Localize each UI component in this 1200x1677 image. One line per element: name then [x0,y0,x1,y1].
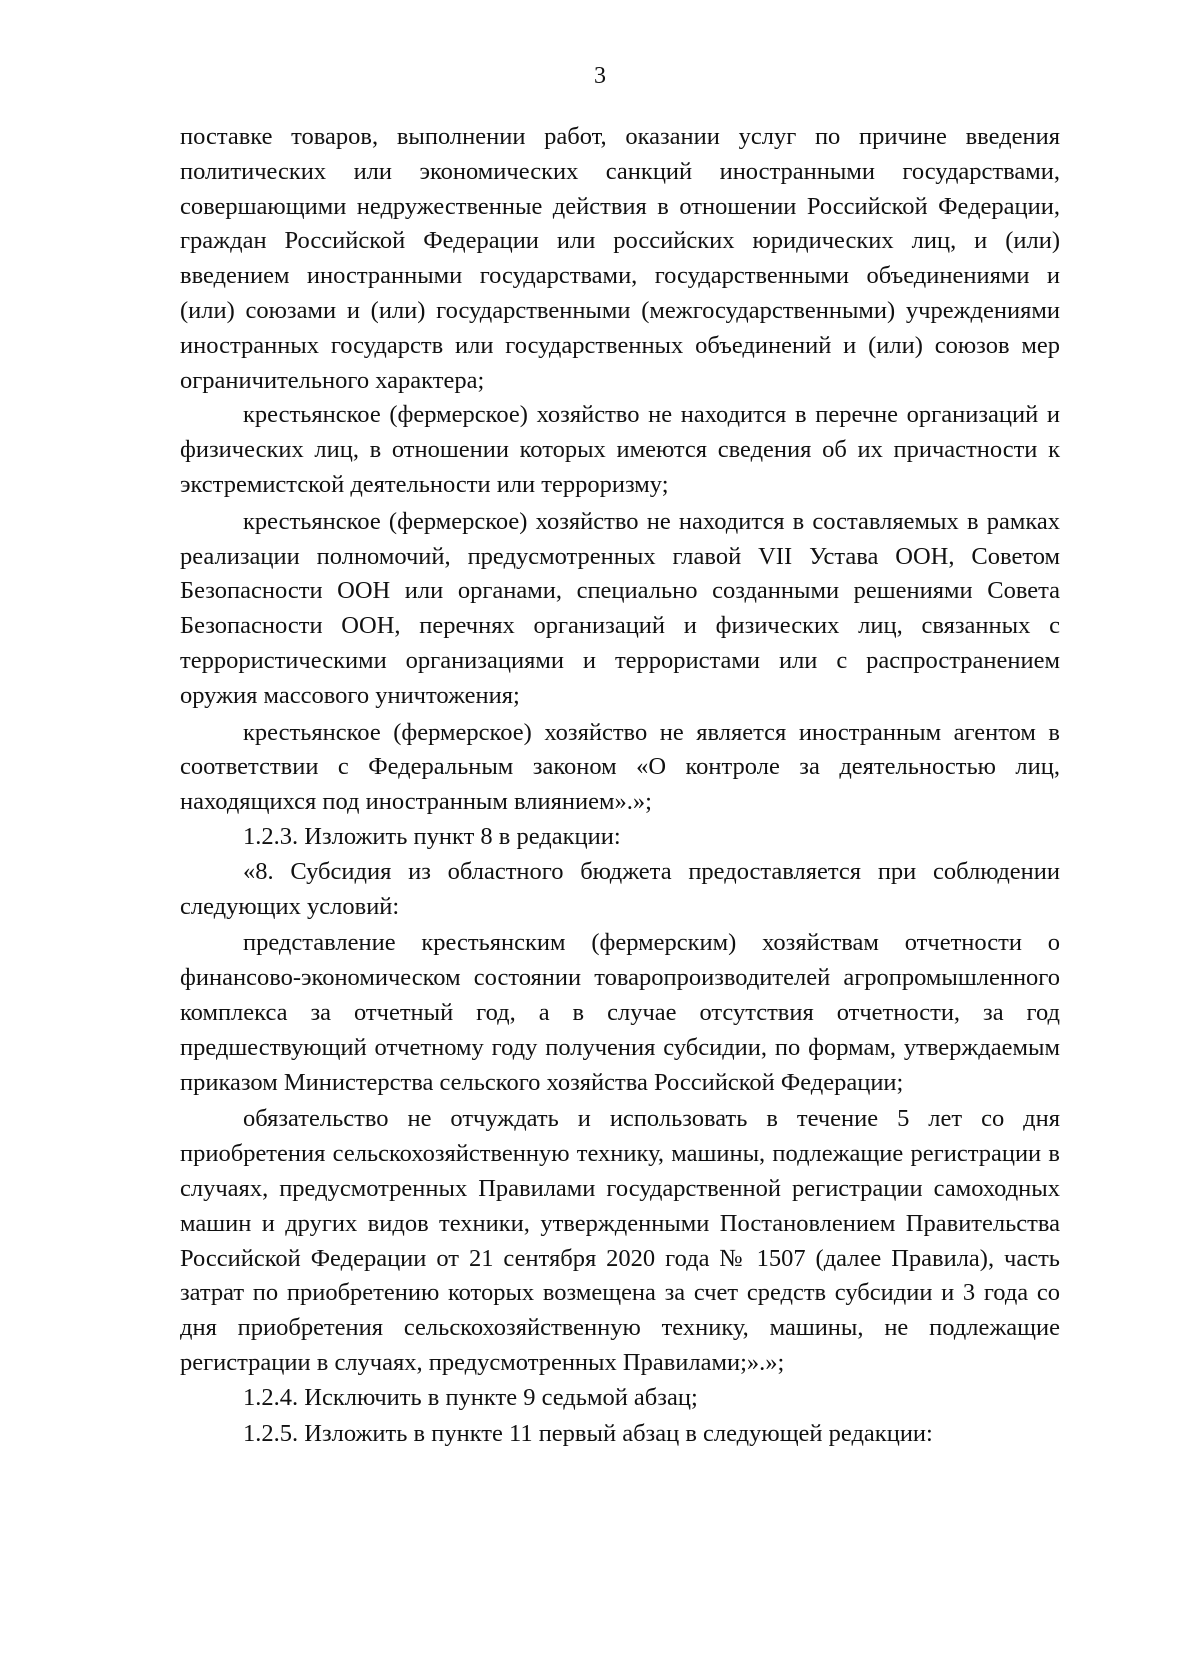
paragraph-extremism-list: крестьянское (фермерское) хозяйство не находится в перечне организаций и физических лиц, в отношении которых имеются сведения об их причастности к экстремистской деятельности или терроризму; [180,401,1060,498]
page-number: 3 [594,63,606,89]
paragraph-item-1-2-3: 1.2.3. Изложить пункт 8 в редакции: [243,822,621,850]
paragraph-foreign-agent: крестьянское (фермерское) хозяйство не является иностранным агентом в соответствии с Федеральным законом «О контроле за деятельностью лиц, находящихся под иностранным влиянием».»; [180,718,1060,816]
paragraph-reporting-condition: представление крестьянским (фермерским) хозяйствам отчетности о финансово-экономическом состоянии товаропроизводителей агропромышленного комплекса за отчетный год, а в случае отсутствия отчетности, за год предшествующий отчетному году получения субсидии, по формам, утверждаемым приказом Министерства сельского хозяйства Российской Федерации; [180,929,1060,1096]
paragraph-item-1-2-5: 1.2.5. Изложить в пункте 11 первый абзац в следующей редакции: [243,1420,933,1448]
paragraph-point-8: «8. Субсидия из областного бюджета предоставляется при соблюдении следующих условий: [180,857,1060,920]
paragraph-un-security-council: крестьянское (фермерское) хозяйство не находится в составляемых в рамках реализации полномочий, предусмотренных главой VII Устава ООН, Советом Безопасности ООН или органами, специально созданными решениями Совета Безопасности ООН, перечнях организаций и физических лиц, связанных с террористическими организациями и террористами или с распространением оружия массового уничтожения; [180,507,1060,709]
paragraph-sanctions-continuation: поставке товаров, выполнении работ, оказании услуг по причине введения политических или экономических санкций иностранными государствами, совершающими недружественные действия в отношении Российской Федерации, граждан Российской Федерации или российских юридических лиц, и (или) введением иностранными государствами, государственными объединениями и (или) союзами и (или) государственными (межгосударственными) учреждениями иностранных государств или государственных объединений и (или) союзов мер ограничительного характера; [180,123,1060,394]
paragraph-obligation-condition: обязательство не отчуждать и использовать в течение 5 лет со дня приобретения сельскохозяйственную технику, машины, подлежащие регистрации в случаях, предусмотренных Правилами государственной регистрации самоходных машин и других видов техники, утвержденными Постановлением Правительства Российской Федерации от 21 сентября 2020 года № 1507 (далее Правила), часть затрат по приобретению которых возмещена за счет средств субсидии и 3 года со дня приобретения сельскохозяйственную технику, машины, не подлежащие регистрации в случаях, предусмотренных Правилами;».»; [180,1105,1060,1376]
document-body [180,120,1060,1452]
paragraph-item-1-2-4: 1.2.4. Исключить в пункте 9 седьмой абзац; [243,1383,698,1411]
